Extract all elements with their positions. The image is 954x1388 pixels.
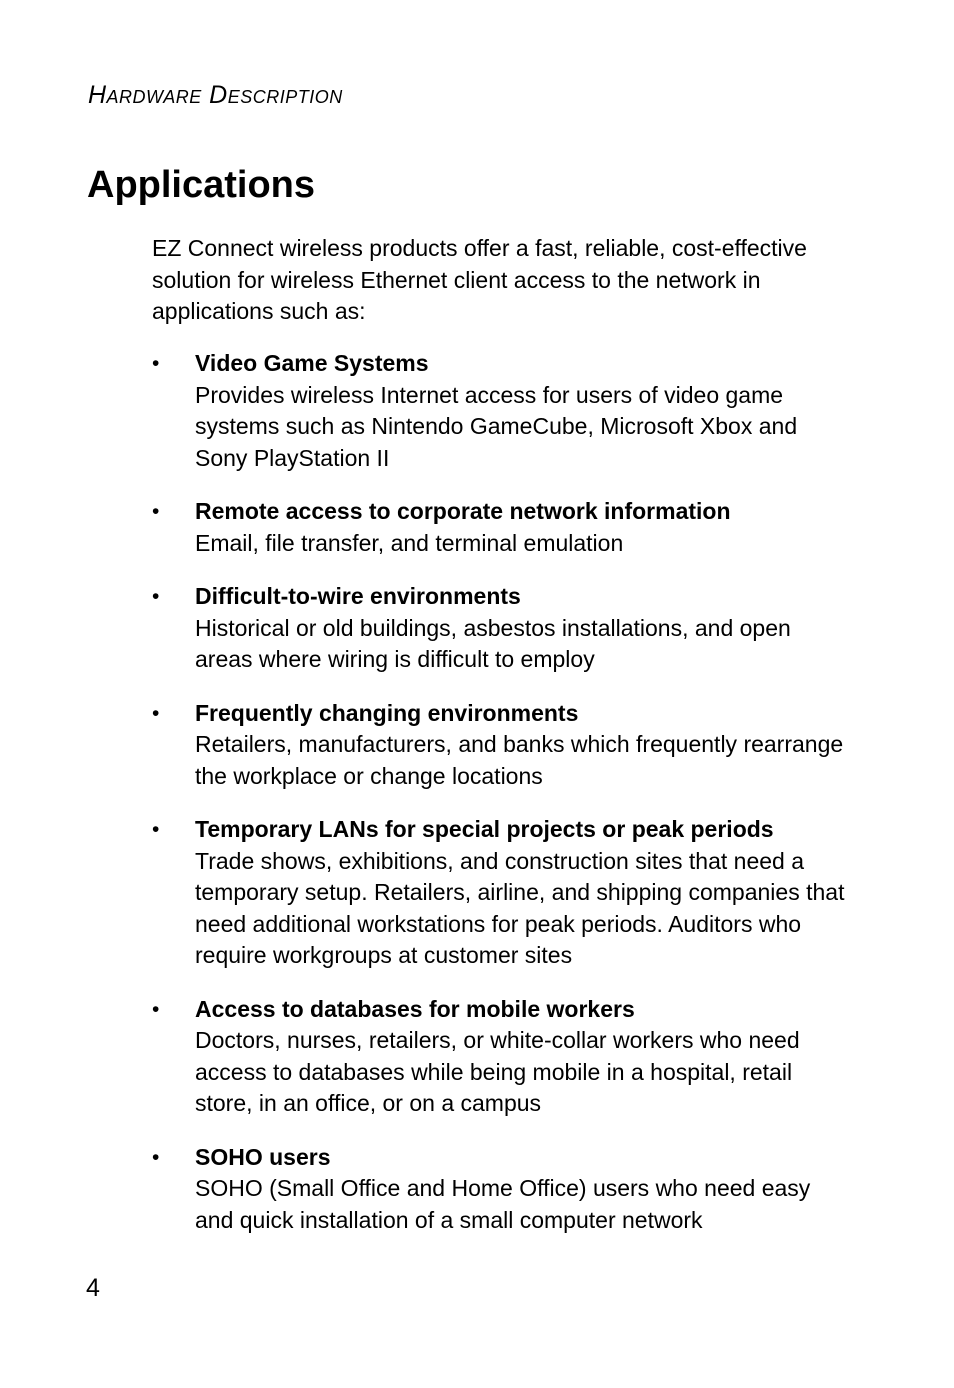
page-number: 4 [86,1274,100,1302]
bullet-icon: • [152,997,160,1021]
item-description: Provides wireless Internet access for users of video game systems such as Nintendo GameCube, Microsoft Xbox and Sony PlayStation II [195,381,798,471]
list-item [152,1142,852,1237]
list-item [152,348,852,474]
item-title: Difficult-to-wire environments [195,583,521,609]
bullet-icon: • [152,701,160,725]
item-description: Historical or old buildings, asbestos installations, and open areas where wiring is difficult to employ [195,614,791,672]
bullet-icon: • [152,352,160,375]
list-item [152,814,852,972]
item-description: SOHO (Small Office and Home Office) users who need easy and quick installation of a small computer network [195,1175,811,1233]
bullet-icon: • [152,500,160,523]
running-header: Hardware Description [88,81,343,109]
item-title: Access to databases for mobile workers [195,995,635,1022]
item-title: Video Game Systems [195,350,429,376]
list-item [152,581,852,676]
bullet-icon: • [152,818,160,841]
item-title: Remote access to corporate network information [195,498,731,524]
item-description: Email, file transfer, and terminal emulation [195,529,624,556]
list-item [152,994,852,1120]
item-title: SOHO users [195,1143,331,1170]
item-title: Temporary LANs for special projects or peak periods [195,816,774,842]
bullet-icon: • [152,1145,160,1169]
item-title: Frequently changing environments [195,699,579,726]
list-item [152,496,852,559]
item-description: Trade shows, exhibitions, and construction sites that need a temporary setup. Retailers, airline, and shipping companies that need additional workstations for peak periods. Auditors who require workgroups at customer sites [195,847,845,968]
section-title: Applications [87,164,316,206]
item-description: Retailers, manufacturers, and banks which frequently rearrange the workplace or change locations [195,731,844,789]
intro-paragraph: EZ Connect wireless products offer a fast, reliable, cost-effective solution for wireless Ethernet client access to the network in applications such as: [152,235,807,324]
applications-list [152,348,852,1258]
item-description: Doctors, nurses, retailers, or white-collar workers who need access to databases while being mobile in a hospital, retail store, in an office, or on a campus [195,1027,800,1116]
list-item [152,698,852,793]
bullet-icon: • [152,585,160,608]
